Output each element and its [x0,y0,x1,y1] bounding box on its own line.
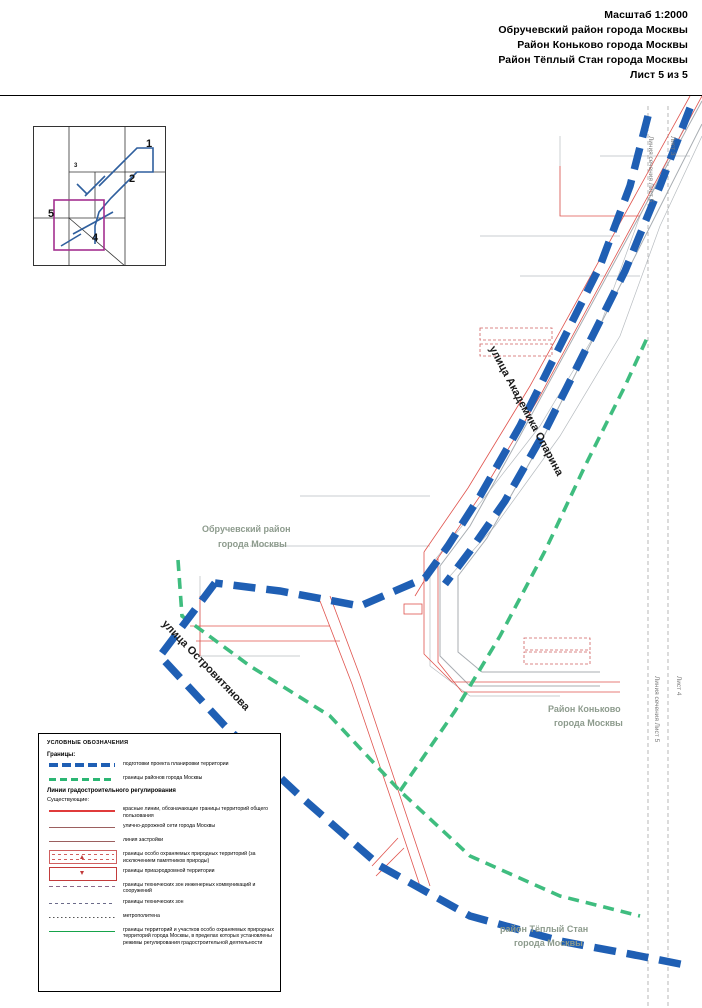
district-label-obruchevsky-1: Обручевский район [202,524,291,534]
key-map-label-1[interactable]: 1 [146,138,153,150]
legend-item-label: границы технических зон [123,898,184,905]
legend-item-label: границы приаэродромной территории [123,868,215,874]
legend-item-district-boundary [47,774,274,785]
legend-item-label: метрополитена [123,912,160,919]
tech-zone-icon [47,898,119,909]
district-label-obruchevsky-2: города Москвы [218,539,287,549]
building-line-icon [47,836,119,847]
airport-zone-icon [47,867,119,878]
legend-item-label: границы районов города Москвы [123,775,203,782]
sheet-cut-label-3: Лист 3 [669,136,676,156]
legend-box [38,733,281,992]
legend-item-label: подготовки проекта планировки территории [123,761,229,768]
header-line-district-2: Район Коньково города Москвы [517,39,688,51]
red-line-icon [47,805,119,816]
protected-territory-line-icon [47,926,119,937]
legend-heading-regulation-lines: Линии градостроительного регулирования [47,788,176,795]
key-map-label-3[interactable]: 3 [74,163,78,169]
project-boundary-icon [47,760,119,771]
sheet-cut-label-4: Лист 4 [675,676,682,696]
district-boundary-icon [47,774,119,785]
key-map-label-2[interactable]: 2 [129,173,136,185]
sheet-header [0,0,702,96]
sheet-cut-label-5-top: Линия сечения Лист 5 [647,136,654,203]
legend-item-red-lines [47,805,274,819]
metro-icon [47,912,119,923]
header-line-sheet: Лист 5 из 5 [629,69,688,81]
sheet-cut-label-5-bottom: Линия сечения Лист 5 [653,676,660,743]
legend-item-protected-nature [47,850,274,864]
legend-item-airport-zone [47,867,274,878]
legend-item-label: красные линии, обозначающие границы территорий общего пользования [123,806,269,819]
legend-item-label: границы территорий и участков особо охраняемых природных территорий города Москвы, в пределах которых установлены режимы регулирования градостроительной деятельности [123,926,274,946]
protected-nature-icon [47,850,119,861]
street-label-ostrovityanova: улица Островитянова [159,618,252,714]
legend-item-protected-territories-regulation [47,926,274,946]
legend-title: УСЛОВНЫЕ ОБОЗНАЧЕНИЯ [47,740,129,746]
legend-item-label: линия застройки [123,837,164,844]
key-map-label-4[interactable]: 4 [92,232,99,244]
legend-item-building-line [47,836,274,847]
legend-item-label: границы технических зон инженерных коммуникаций и сооружений [123,882,256,895]
legend-heading-borders: Границы: [47,751,76,758]
legend-item-project-boundary [47,760,274,771]
legend-subheading-existing: Существующие: [47,796,90,803]
header-line-scale: Масштаб 1:2000 [604,9,688,21]
legend-item-tech-zones [47,898,274,909]
road-network-icon [47,822,119,833]
district-label-tepliy-stan-1: район Тёплый Стан [500,924,589,934]
legend-item-road-network [47,822,274,833]
header-line-district-3: Район Тёплый Стан города Москвы [498,54,688,66]
legend-item-label: границы особо охраняемых природных территорий (за исключением памятников природы) [123,851,256,864]
header-line-district-1: Обручевский район города Москвы [498,24,688,36]
district-label-tepliy-stan-2: города Москвы [514,938,583,948]
legend-item-utility-tech-zones [47,881,274,895]
key-map[interactable] [33,126,166,266]
street-label-oparina: улица Академика Опарина [486,344,566,479]
utility-tech-zone-icon [47,881,119,892]
key-map-label-5[interactable]: 5 [48,208,55,220]
legend-item-metro [47,912,274,923]
sheet-cut-lines [648,106,668,1008]
base-cadastre-lines [200,116,702,696]
district-label-konkovo-1: Район Коньково [548,704,621,714]
district-label-konkovo-2: города Москвы [554,718,623,728]
legend-item-label: улично-дорожной сети города Москвы [123,823,216,830]
